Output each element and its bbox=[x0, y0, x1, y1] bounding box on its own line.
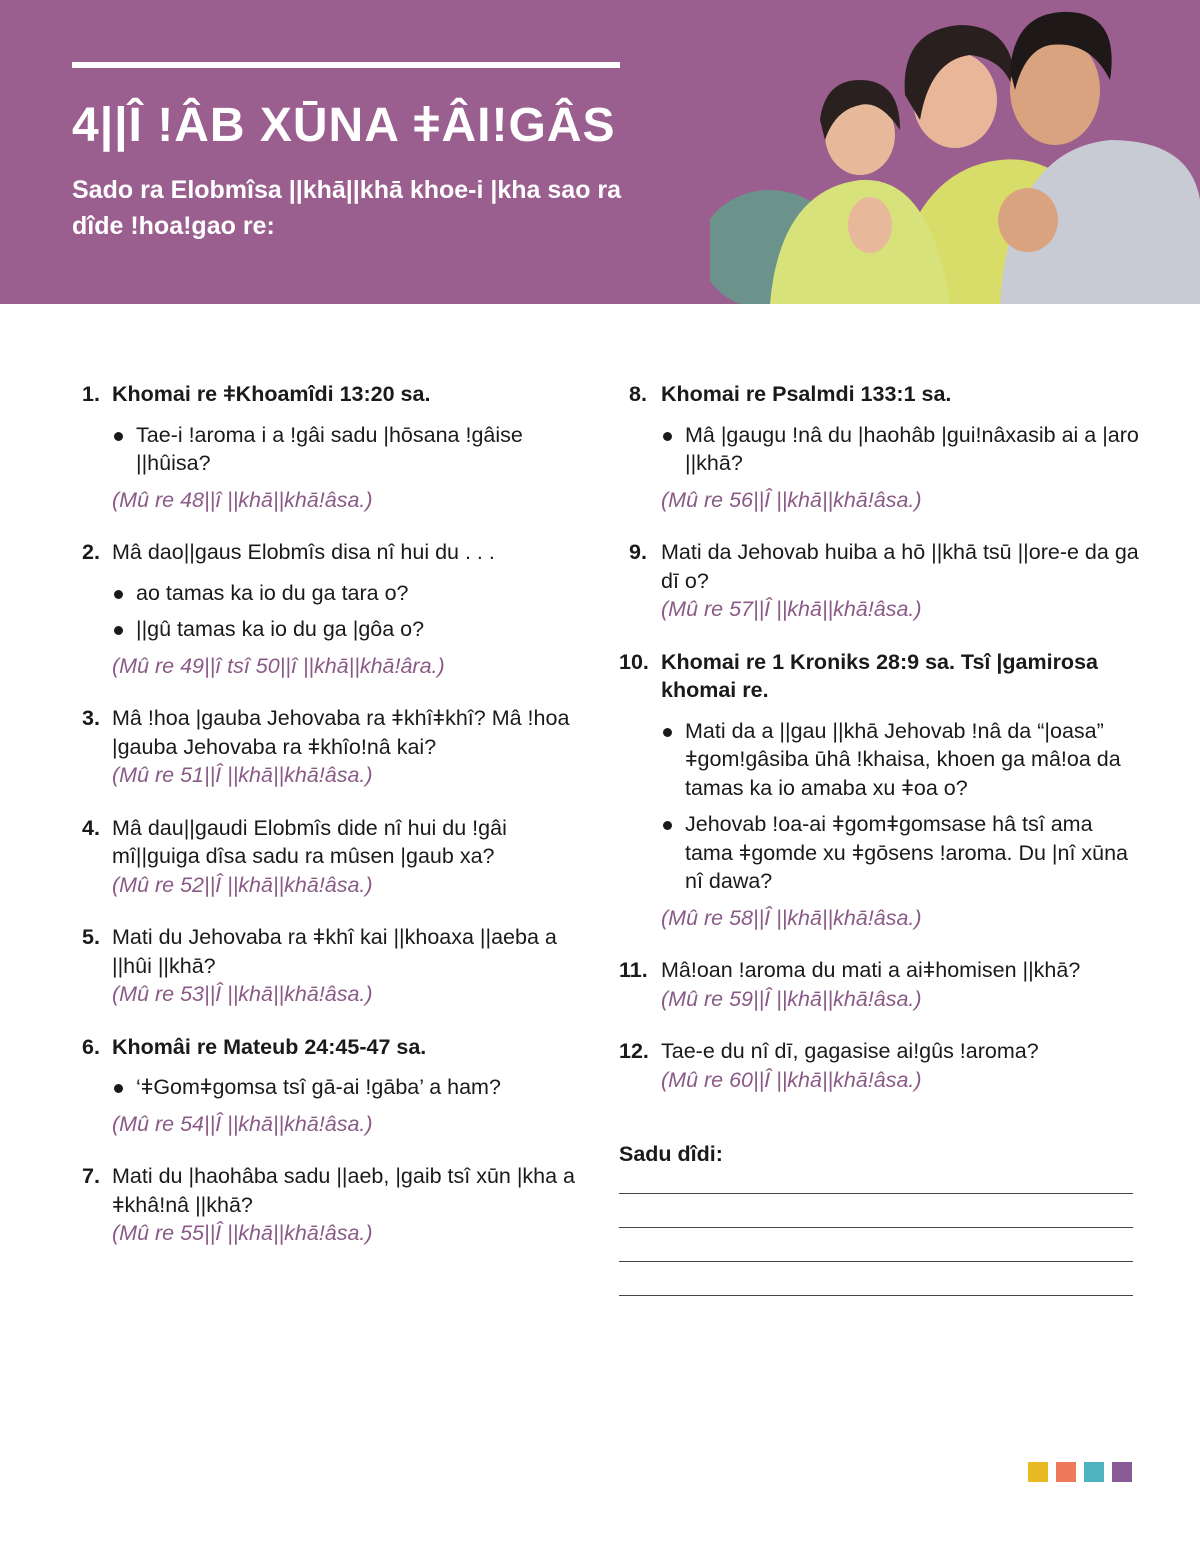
question-text: Mati du |haohâba sadu ||aeb, |gaib tsî xūn |kha a ǂkhâ!nâ ||khā? bbox=[112, 1164, 576, 1217]
questions-left-column bbox=[82, 380, 582, 1272]
question-number: 12. bbox=[619, 1039, 649, 1063]
question-text: Mâ!oan !aroma du mati a aiǂhomisen ||khā? bbox=[661, 958, 1081, 982]
question-text: Mâ !hoa |gauba Jehovaba ra ǂkhîǂkhî? Mâ !hoa |gauba Jehovaba ra ǂkhîo!nâ kai? bbox=[112, 706, 570, 759]
paragraph-reference: (Mû re 56||Î ||khā||khā!âsa.) bbox=[661, 487, 922, 512]
question-text: Mati da Jehovab huiba a hō ||khā tsū ||ore-e da ga dī o? bbox=[661, 540, 1139, 593]
paragraph-reference: (Mû re 55||Î ||khā||khā!âsa.) bbox=[112, 1221, 373, 1245]
question-5 bbox=[82, 923, 582, 1009]
page-subtitle: Sado ra Elobmîsa ||khā||khā khoe-i |kha sao ra dîde !hoa!gao re: bbox=[72, 176, 622, 240]
question-12 bbox=[619, 1037, 1139, 1094]
question-number: 2. bbox=[82, 540, 100, 564]
paragraph-reference: (Mû re 54||Î ||khā||khā!âsa.) bbox=[112, 1111, 373, 1136]
praying-family-illustration bbox=[710, 0, 1200, 304]
question-text: Mati du Jehovaba ra ǂkhî kai ||khoaxa ||aeba a ||hûi ||khā? bbox=[112, 925, 557, 978]
bullet-item: ao tamas ka io du ga tara o? bbox=[112, 579, 582, 608]
notes-section bbox=[619, 1142, 1133, 1296]
question-number: 3. bbox=[82, 706, 100, 730]
question-7 bbox=[82, 1162, 582, 1248]
question-10 bbox=[619, 648, 1139, 933]
bullet-item: ||gû tamas ka io du ga |gôa o? bbox=[112, 615, 582, 644]
question-text: Tae-e du nî dī, gagasise ai!gûs !aroma? bbox=[661, 1039, 1039, 1063]
swatch-coral bbox=[1056, 1462, 1076, 1482]
notes-label: Sadu dîdi: bbox=[619, 1142, 723, 1166]
question-text: Mâ dau||gaudi Elobmîs dide nî hui du !gâi mî||guiga dîsa sadu ra mûsen |gaub xa? bbox=[112, 815, 507, 868]
bullet-item: Tae-i !aroma i a !gâi sadu |hōsana !gâise ||hûisa? bbox=[112, 421, 582, 478]
question-2 bbox=[82, 538, 582, 680]
question-text: Khomai re ǂKhoamîdi 13:20 sa. bbox=[112, 382, 431, 406]
question-number: 8. bbox=[629, 382, 647, 406]
paragraph-reference: (Mû re 52||Î ||khā||khā!âsa.) bbox=[112, 872, 373, 897]
question-number: 9. bbox=[629, 540, 647, 564]
paragraph-reference: (Mû re 57||Î ||khā||khā!âsa.) bbox=[661, 597, 922, 621]
questions-right-column bbox=[619, 380, 1139, 1118]
question-number: 1. bbox=[82, 382, 100, 406]
title-rule bbox=[72, 62, 620, 68]
bullet-item: Jehovab !oa-ai ǂgomǂgomsase hâ tsî ama tama ǂgomde xu ǂgōsens !aroma. Du |nî xūna nî dawa? bbox=[661, 810, 1139, 896]
paragraph-reference: (Mû re 59||Î ||khā||khā!âsa.) bbox=[661, 986, 922, 1011]
color-swatches bbox=[1028, 1462, 1132, 1482]
swatch-purple bbox=[1112, 1462, 1132, 1482]
header-banner bbox=[0, 0, 1200, 304]
question-number: 10. bbox=[619, 649, 649, 674]
question-text: Mâ dao||gaus Elobmîs disa nî hui du . . . bbox=[112, 540, 495, 564]
question-text: Khomai re Psalmdi 133:1 sa. bbox=[661, 382, 952, 406]
question-number: 11. bbox=[619, 958, 648, 982]
paragraph-reference: (Mû re 58||Î ||khā||khā!âsa.) bbox=[661, 905, 922, 930]
swatch-teal bbox=[1084, 1462, 1104, 1482]
question-11 bbox=[619, 956, 1139, 1013]
question-3 bbox=[82, 704, 582, 790]
paragraph-reference: (Mû re 49||î tsî 50||î ||khā||khā!âra.) bbox=[112, 653, 445, 678]
question-number: 4. bbox=[82, 815, 100, 840]
paragraph-reference: (Mû re 48||î ||khā||khā!âsa.) bbox=[112, 487, 373, 512]
note-line[interactable] bbox=[619, 1295, 1133, 1296]
page-title: 4||Î !ÂB XŪNA ǂÂI!GÂS bbox=[72, 99, 616, 152]
question-number: 7. bbox=[82, 1164, 100, 1188]
note-line[interactable] bbox=[619, 1227, 1133, 1228]
question-6 bbox=[82, 1033, 582, 1139]
swatch-yellow bbox=[1028, 1462, 1048, 1482]
paragraph-reference: (Mû re 53||Î ||khā||khā!âsa.) bbox=[112, 982, 373, 1006]
note-line[interactable] bbox=[619, 1261, 1133, 1262]
bullet-item: Mati da a ||gau ||khā Jehovab !nâ da “|oasa” ǂgom!gâsiba ūhâ !khaisa, khoen ga mâ!oa da tamas ka io amaba xu ǂoa o? bbox=[661, 717, 1139, 803]
question-text: Khomai re 1 Kroniks 28:9 sa. Tsî |gamirosa khomai re. bbox=[661, 649, 1098, 702]
question-9 bbox=[619, 538, 1139, 624]
question-4 bbox=[82, 814, 582, 900]
question-1 bbox=[82, 380, 582, 514]
question-number: 5. bbox=[82, 925, 100, 949]
question-number: 6. bbox=[82, 1034, 100, 1059]
bullet-item: Mâ |gaugu !nâ du |haohâb |gui!nâxasib ai a |aro ||khā? bbox=[661, 421, 1139, 478]
paragraph-reference: (Mû re 60||Î ||khā||khā!âsa.) bbox=[661, 1067, 922, 1092]
paragraph-reference: (Mû re 51||Î ||khā||khā!âsa.) bbox=[112, 763, 373, 787]
bullet-item: ‘ǂGomǂgomsa tsî gā-ai !gāba’ a ham? bbox=[112, 1073, 582, 1102]
question-8 bbox=[619, 380, 1139, 514]
note-line[interactable] bbox=[619, 1193, 1133, 1194]
question-text: Khomâi re Mateub 24:45-47 sa. bbox=[112, 1034, 427, 1059]
